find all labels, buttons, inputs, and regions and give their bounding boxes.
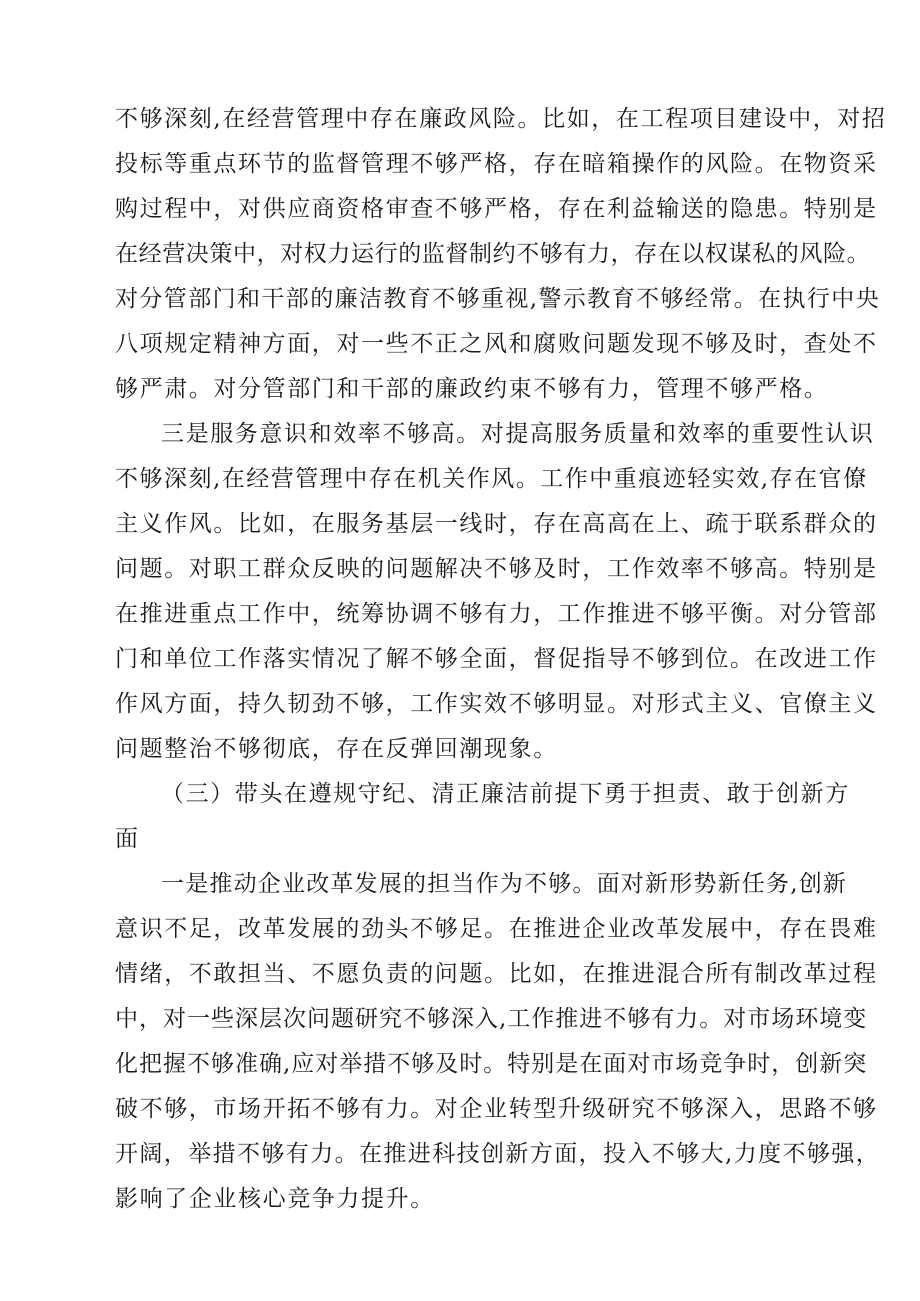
text-line: 情绪，不敢担当、不愿负责的问题。比如，在推进混合所有制改革过程: [115, 961, 878, 987]
text-line: 中，对一些深层次问题研究不够深入,工作推进不够有力。对市场环境变: [115, 1006, 868, 1032]
text-line: 够严肃。对分管部门和干部的廉政约束不够有力，管理不够严格。: [115, 376, 829, 402]
text-line: 八项规定精神方面，对一些不正之风和腐败问题发现不够及时，查处不: [115, 331, 878, 357]
text-line: 门和单位工作落实情况了解不够全面，督促指导不够到位。在改进工作: [115, 646, 878, 672]
text-line: 开阔，举措不够有力。在推进科技创新方面，投入不够大,力度不够强，: [115, 1141, 881, 1167]
text-line: 购过程中，对供应商资格审查不够严格，存在利益输送的隐患。特别是: [115, 196, 878, 222]
text-line: 投标等重点环节的监督管理不够严格，存在暗箱操作的风险。在物资采: [115, 151, 878, 177]
section-heading: （三）带头在遵规守纪、清正廉洁前提下勇于担责、敢于创新方: [161, 781, 850, 807]
section-heading-continued: 面: [115, 826, 140, 852]
text-line: 一是推动企业改革发展的担当作为不够。面对新形势新任务,创新: [161, 871, 848, 897]
text-line: 问题。对职工群众反映的问题解决不够及时，工作效率不够高。特别是: [115, 556, 878, 582]
text-line: 三是服务意识和效率不够高。对提高服务质量和效率的重要性认识: [161, 421, 875, 447]
text-line: 不够深刻,在经营管理中存在廉政风险。比如，在工程项目建设中，对招: [115, 106, 887, 132]
text-line: 作风方面，持久韧劲不够，工作实效不够明显。对形式主义、官僚主义: [115, 691, 878, 717]
text-line: 破不够，市场开拓不够有力。对企业转型升级研究不够深入，思路不够: [115, 1096, 878, 1122]
text-line: 意识不足，改革发展的劲头不够足。在推进企业改革发展中，存在畏难: [115, 916, 878, 942]
text-line: 影响了企业核心竞争力提升。: [115, 1186, 435, 1212]
text-line: 在经营决策中，对权力运行的监督制约不够有力，存在以权谋私的风险。: [115, 241, 871, 267]
text-line: 在推进重点工作中，统筹协调不够有力，工作推进不够平衡。对分管部: [115, 601, 878, 627]
text-line: 主义作风。比如，在服务基层一线时，存在高高在上、疏于联系群众的: [115, 511, 878, 537]
text-line: 问题整治不够彻底，存在反弹回潮现象。: [115, 736, 558, 762]
text-line: 不够深刻,在经营管理中存在机关作风。工作中重痕迹轻实效,存在官僚: [115, 466, 868, 492]
text-line: 对分管部门和干部的廉洁教育不够重视,警示教育不够经常。在执行中央: [115, 286, 881, 312]
text-line: 化把握不够准确,应对举措不够及时。特别是在面对市场竞争时，创新突: [115, 1051, 868, 1077]
